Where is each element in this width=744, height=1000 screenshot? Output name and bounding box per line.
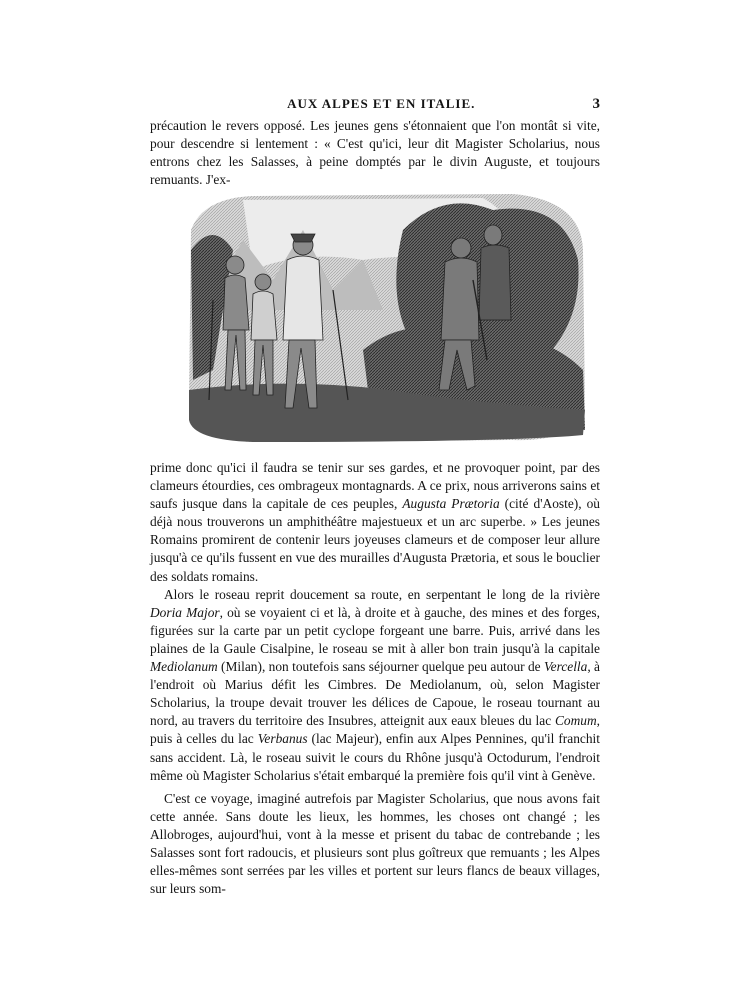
paragraph-top [150, 117, 600, 189]
paragraph [150, 586, 600, 785]
text-run: prime donc qu'ici il faudra se tenir sur ses gardes, et ne provoquer point, par des clameurs étourdies, ces ombrageux montagnards. A ce prix, nous arriverons sains et saufs jusque dans la capitale de ces peuples, [150, 460, 600, 512]
page-number: 3 [592, 96, 600, 112]
paragraph: précaution le revers opposé. Les jeunes gens s'étonnaient que l'on montât si vite, pour descendre si lentement : « C'est qu'ici, leur dit Magister Scholarius, nous entrons chez les Salasses, à peine domptés par le divin Auguste, et toujours remuants. J'ex- [150, 118, 600, 188]
text-run: (cité d'Aoste), où déjà nous trouverons un amphithéâtre majestueux et un arc superbe. » Les jeunes Romains promirent de contenir leurs joyeuses clameurs et de composer leur allure jusqu'à ce qu'ils fussent en vue des murailles d'Augusta Prætoria, et sous le bouclier des soldats romains. [150, 496, 600, 584]
paragraph: C'est ce voyage, imaginé autrefois par Magister Scholarius, que nous avons fait cette année. Sans doute les lieux, les hommes, les choses ont changé ; les Allobroges, aujourd'hui, vont à la messe et prisent du tabac de contrebande ; les Salasses sont fort radoucis, et plusieurs sont plus goîtreux que remuants ; les Alpes elles-mêmes sont serrées par les villes et portent sur leurs flancs de beaux villages, sur leurs som- [150, 790, 600, 897]
text-run: Alors le roseau reprit doucement sa route, en serpentant le long de la rivière [164, 586, 600, 602]
running-head [150, 96, 600, 113]
engraving-illustration [183, 190, 588, 445]
italic-run: Augusta Prætoria [402, 496, 500, 512]
text-run: , puis à celles du lac [150, 713, 600, 747]
italic-run: Verbanus [257, 731, 308, 747]
running-title: AUX ALPES ET EN ITALIE. [287, 96, 476, 111]
italic-run: Mediolanum [150, 659, 218, 675]
text-run: (lac Majeur), enfin aux Alpes Pennines, qu'il franchit sans accident. Là, le roseau suivit le cours du Rhône jusqu'à Octodurum, l'endroit même où Magister Scholarius s'était embarqué la première fois qu'il vint à Genève. [150, 731, 600, 783]
italic-run: Comum [554, 713, 597, 729]
text-run: , à l'endroit où Marius défit les Cimbres. De Mediolanum, où, selon Magister Scholarius, la troupe devait trouver les délices de Capoue, le roseau tournant au nord, au travers du territoire des Insubres, atteignit aux eaux bleues du lac [150, 659, 600, 729]
italic-run: Doria Major [150, 604, 220, 620]
body-text [150, 459, 600, 898]
text-run: (Milan), non toutefois sans séjourner quelque peu autour de [217, 659, 544, 675]
paragraph-continued [150, 459, 600, 586]
italic-run: Vercella [543, 659, 588, 675]
text-run: , où se voyaient ci et là, à droite et à gauche, des mines et des forges, figurées sur la carte par un petit cyclope forgeant une barre. Puis, arrivé dans les plaines de la Gaule Cisalpine, le roseau se mit à aller bon train jusqu'à la capitale [150, 604, 600, 656]
